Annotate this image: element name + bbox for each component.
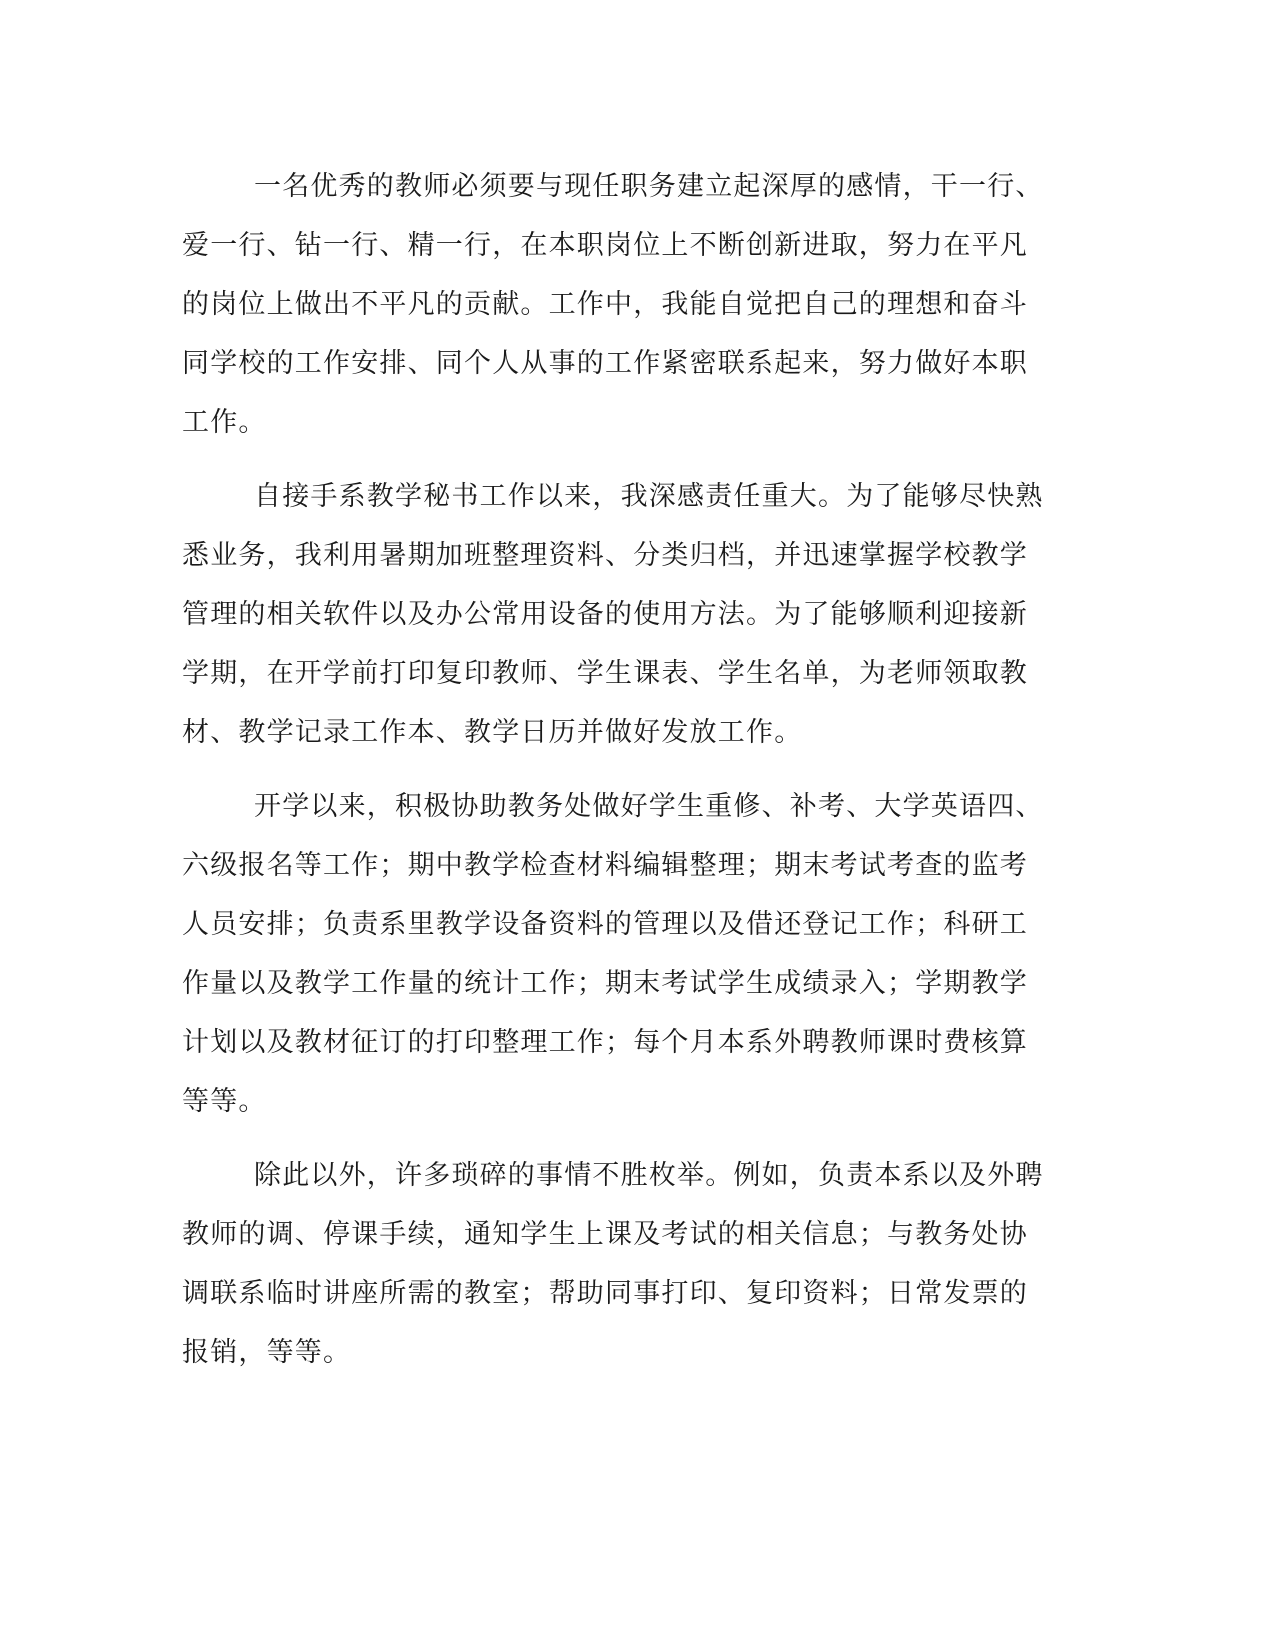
text-line: 爱一行、钻一行、精一行，在本职岗位上不断创新进取，努力在平凡	[182, 230, 1028, 261]
paragraph-3	[182, 777, 1044, 1131]
text-line: 的岗位上做出不平凡的贡献。工作中，我能自觉把自己的理想和奋斗	[182, 289, 1028, 320]
text-line: 自接手系教学秘书工作以来，我深感责任重大。为了能够尽快熟	[254, 481, 1044, 512]
text-line: 学期，在开学前打印复印教师、学生课表、学生名单，为老师领取教	[182, 658, 1028, 689]
paragraph-2	[182, 467, 1044, 762]
text-line: 调联系临时讲座所需的教室；帮助同事打印、复印资料；日常发票的	[182, 1278, 1028, 1309]
text-line: 报销，等等。	[182, 1337, 352, 1368]
text-line: 教师的调、停课手续，通知学生上课及考试的相关信息；与教务处协	[182, 1219, 1028, 1250]
text-line: 开学以来，积极协助教务处做好学生重修、补考、大学英语四、	[254, 791, 1044, 822]
paragraph-gap	[182, 452, 1037, 467]
text-line: 悉业务，我利用暑期加班整理资料、分类归档，并迅速掌握学校教学	[182, 540, 1028, 571]
text-line: 工作。	[182, 407, 267, 438]
text-line: 同学校的工作安排、同个人从事的工作紧密联系起来，努力做好本职	[182, 348, 1028, 379]
text-line: 作量以及教学工作量的统计工作；期末考试学生成绩录入；学期教学	[182, 968, 1028, 999]
text-line: 人员安排；负责系里教学设备资料的管理以及借还登记工作；科研工	[182, 909, 1028, 940]
text-line: 等等。	[182, 1086, 267, 1117]
text-line: 材、教学记录工作本、教学日历并做好发放工作。	[182, 717, 803, 748]
paragraph-4	[182, 1146, 1044, 1382]
text-line: 管理的相关软件以及办公常用设备的使用方法。为了能够顺利迎接新	[182, 599, 1028, 630]
paragraph-1	[182, 157, 1044, 452]
text-line: 六级报名等工作；期中教学检查材料编辑整理；期末考试考查的监考	[182, 850, 1028, 881]
text-line: 除此以外，许多琐碎的事情不胜枚举。例如，负责本系以及外聘	[254, 1160, 1044, 1191]
text-line: 一名优秀的教师必须要与现任职务建立起深厚的感情，干一行、	[254, 171, 1044, 202]
paragraph-gap	[182, 762, 1037, 777]
text-line: 计划以及教材征订的打印整理工作；每个月本系外聘教师课时费核算	[182, 1027, 1028, 1058]
document-body	[182, 157, 1044, 1382]
paragraph-gap	[182, 1131, 1037, 1146]
